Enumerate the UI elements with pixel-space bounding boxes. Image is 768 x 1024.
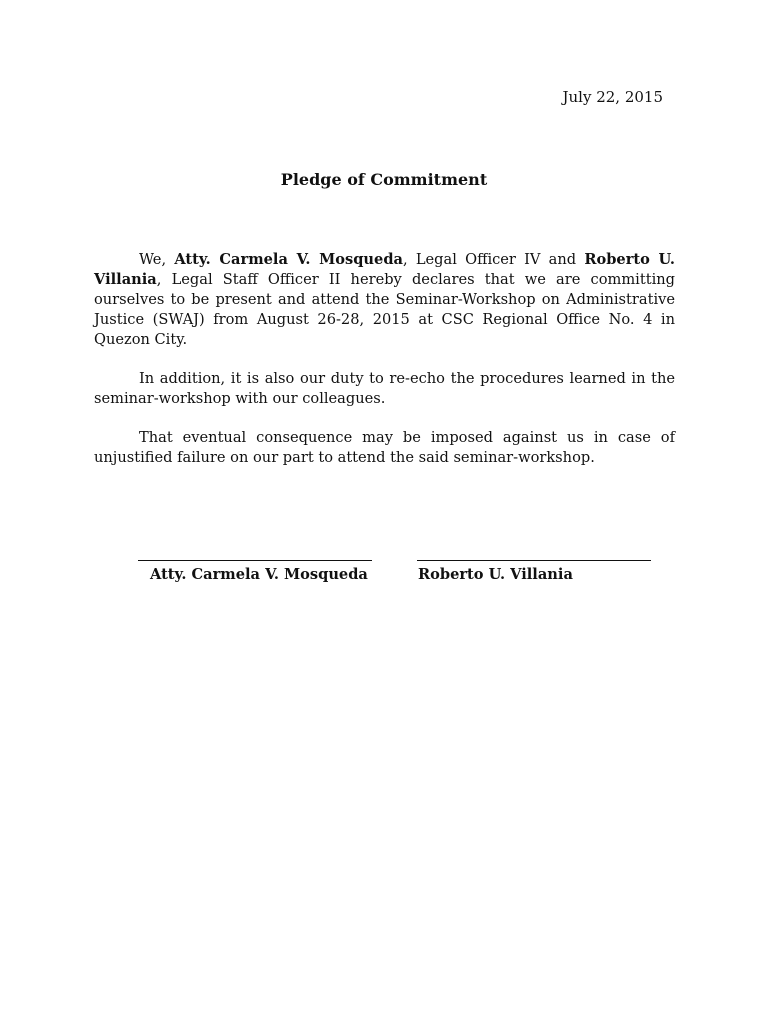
paragraph-pledge-intro: We, <box>139 251 175 268</box>
letter-date: July 22, 2015 <box>562 88 663 106</box>
signature-line-1 <box>138 560 372 561</box>
signatory-name-2: Roberto U. Villania <box>418 566 573 583</box>
document-body <box>94 250 675 487</box>
pledger-name-1: Atty. Carmela V. Mosqueda <box>174 251 403 268</box>
paragraph-pledge-mid: , Legal Officer IV and <box>402 251 585 268</box>
signature-block-2 <box>417 560 651 583</box>
signatory-name-1: Atty. Carmela V. Mosqueda <box>150 566 368 583</box>
signature-line-2 <box>417 560 651 561</box>
paragraph-re-echo: In addition, it is also our duty to re-echo the procedures learned in the seminar-workshop with our colleagues. <box>94 370 675 407</box>
paragraph-pledge-rest: , Legal Staff Officer II hereby declares that we are committing ourselves to be present and attend the Seminar-Workshop on Administrative Justice (SWAJ) from August 26-28, 2015 at CSC Regional Office No. 4 in Quezon City. <box>94 271 675 348</box>
pledger-name-2: Roberto U. Villania <box>94 251 675 288</box>
paragraph-consequence: That eventual consequence may be imposed against us in case of unjustified failure on our part to attend the said seminar-workshop. <box>94 429 675 466</box>
signature-block-1 <box>138 560 372 583</box>
document-title: Pledge of Commitment <box>280 170 488 189</box>
paragraph-pledge <box>94 250 675 350</box>
